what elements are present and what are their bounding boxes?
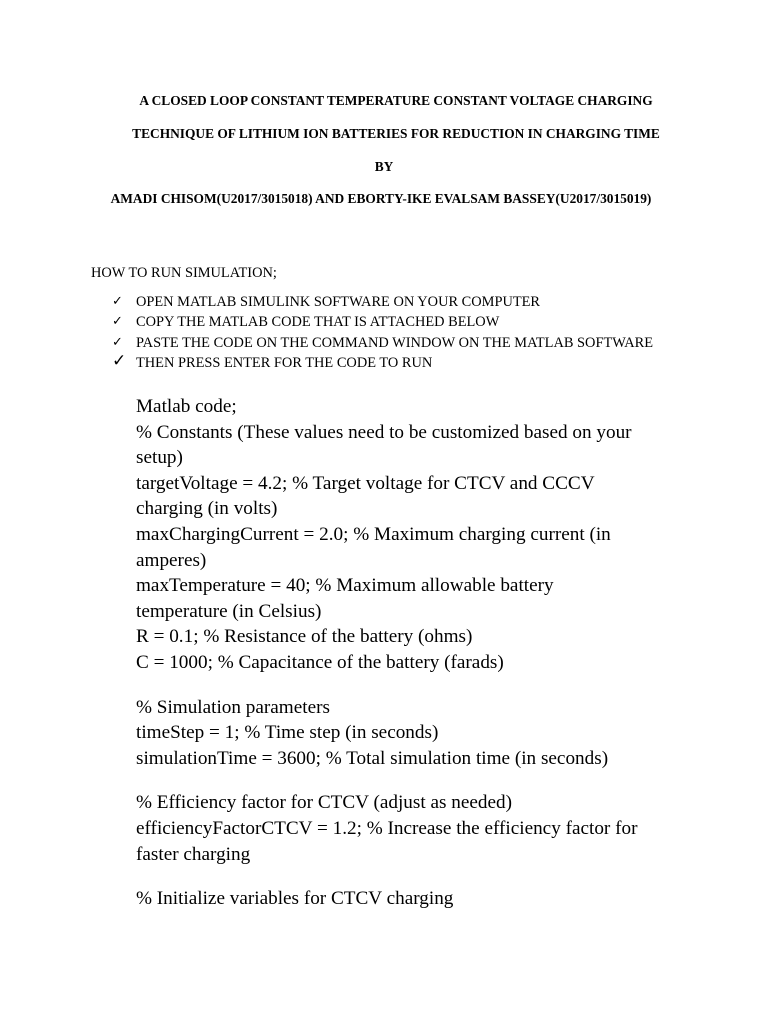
list-item [112,312,653,332]
code-line: efficiencyFactorCTCV = 1.2; % Increase the efficiency factor for [136,817,638,839]
list-item [112,350,653,373]
list-item [112,292,653,312]
title-line-1: A CLOSED LOOP CONSTANT TEMPERATURE CONSTANT VOLTAGE CHARGING [139,93,653,108]
code-block [136,394,696,912]
code-line: % Constants (These values need to be customized based on your [136,421,632,443]
code-line: maxTemperature = 40; % Maximum allowable battery [136,575,554,597]
code-line: simulationTime = 3600; % Total simulation time (in seconds) [136,747,609,769]
checkmark-icon: ✓ [112,294,123,309]
step-text: THEN PRESS ENTER FOR THE CODE TO RUN [136,354,433,371]
code-line: maxChargingCurrent = 2.0; % Maximum charging current (in [136,523,611,545]
code-line: R = 0.1; % Resistance of the battery (ohms) [136,626,473,648]
code-blank-line [136,676,696,695]
code-line: temperature (in Celsius) [136,600,322,622]
checkmark-icon: ✓ [112,350,127,371]
code-heading: Matlab code; [136,396,237,417]
code-blank-line [136,867,696,886]
code-line: charging (in volts) [136,498,278,520]
list-item [112,333,653,353]
title-line-2: TECHNIQUE OF LITHIUM ION BATTERIES FOR REDUCTION IN CHARGING TIME [132,126,660,141]
steps-list [112,292,653,373]
title-by: BY [374,159,394,174]
code-line: C = 1000; % Capacitance of the battery (farads) [136,651,504,673]
code-line: % Efficiency factor for CTCV (adjust as needed) [136,792,512,814]
code-line: faster charging [136,843,251,865]
code-line: setup) [136,447,183,469]
step-text: PASTE THE CODE ON THE COMMAND WINDOW ON THE MATLAB SOFTWARE [136,334,654,351]
code-line: timeStep = 1; % Time step (in seconds) [136,722,439,744]
code-line: % Initialize variables for CTCV charging [136,888,454,910]
code-line: amperes) [136,549,207,571]
step-text: OPEN MATLAB SIMULINK SOFTWARE ON YOUR COMPUTER [136,294,541,310]
authors-line: AMADI CHISOM(U2017/3015018) AND EBORTY-IKE EVALSAM BASSEY(U2017/3015019) [110,191,652,206]
code-blank-line [136,771,696,790]
code-line: % Simulation parameters [136,696,330,718]
checkmark-icon: ✓ [112,334,123,350]
step-text: COPY THE MATLAB CODE THAT IS ATTACHED BELOW [136,314,500,331]
howto-heading: HOW TO RUN SIMULATION; [91,265,277,281]
code-line: targetVoltage = 4.2; % Target voltage for CTCV and CCCV [136,472,595,494]
checkmark-icon: ✓ [112,314,123,330]
